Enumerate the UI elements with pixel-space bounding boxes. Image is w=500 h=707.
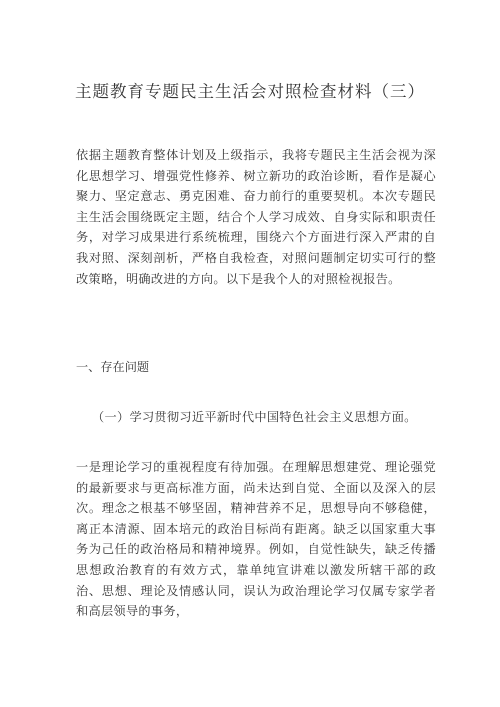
- section-heading: 一、存在问题: [76, 360, 150, 374]
- document-title: 主题教育专题民主生活会对照检查材料（三）: [75, 82, 425, 101]
- subsection-heading: （一）学习贯彻习近平新时代中国特色社会主义思想方面。: [92, 410, 417, 424]
- intro-paragraph: 依据主题教育整体计划及上级指示，我将专题民主生活会视为深化思想学习、增强党性修养、树立新功的政治诊断，看作是凝心聚力、坚定意志、勇克困难、奋力前行的重要契机。本次专题民主生活会围绕既定主题，结合个人学习成效、自身实际和职责任务，对学习成果进行系统梳理，围绕六个方面进行深入严肃的自我对照、深刻剖析，严格自我检查，对照问题制定切实可行的整改策略，明确改进的方向。以下是我个人的对照检视报告。: [76, 148, 436, 286]
- body-paragraph: 一是理论学习的重视程度有待加强。在理解思想建党、理论强党的最新要求与更高标准方面，尚未达到自觉、全面以及深入的层次。理念之根基不够坚固，精神营养不足，思想导向不够稳健，离正本清源、固本培元的政治目标尚有距离。缺乏以国家重大事务为己任的政治格局和精神境界。例如，自觉性缺失，缺乏传播思想政治教育的有效方式，靠单纯宣讲难以激发所辖干部的政治、思想、理论及情感认同，误认为政治理论学习仅属专家学者和高层领导的事务，: [76, 460, 436, 619]
